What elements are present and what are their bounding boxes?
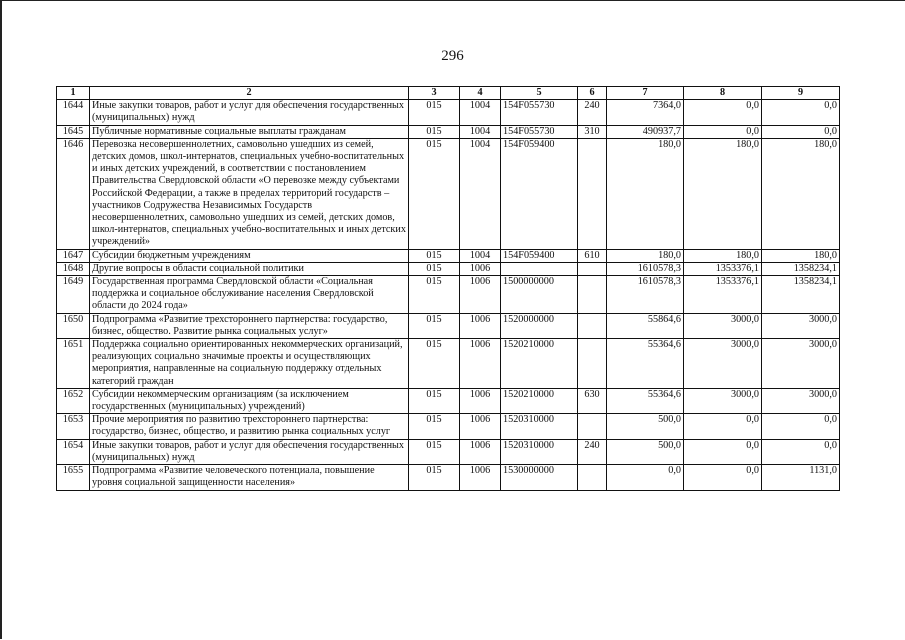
table-row — [57, 388, 840, 413]
expense-type-code: 610 — [578, 249, 607, 262]
ministry-code: 015 — [409, 388, 460, 413]
row-number: 1652 — [57, 388, 90, 413]
target-article-code: 154F055730 — [501, 100, 578, 125]
ministry-code: 015 — [409, 465, 460, 490]
amount-col8: 1353376,1 — [684, 276, 762, 314]
table-row — [57, 439, 840, 464]
amount-col7: 500,0 — [607, 439, 684, 464]
target-article-code: 154F055730 — [501, 125, 578, 138]
expense-type-code — [578, 262, 607, 275]
target-article-code: 1500000000 — [501, 276, 578, 314]
column-header: 6 — [578, 87, 607, 100]
section-code: 1006 — [460, 414, 501, 439]
amount-col9: 0,0 — [762, 100, 840, 125]
row-description: Подпрограмма «Развитие человеческого потенциала, повышение уровня социальной защищенности населения» — [90, 465, 409, 490]
expense-type-code: 240 — [578, 100, 607, 125]
budget-table — [56, 86, 840, 491]
amount-col7: 180,0 — [607, 138, 684, 249]
section-code: 1006 — [460, 313, 501, 338]
section-code: 1006 — [460, 439, 501, 464]
column-header: 2 — [90, 87, 409, 100]
amount-col9: 0,0 — [762, 414, 840, 439]
ministry-code: 015 — [409, 125, 460, 138]
expense-type-code — [578, 276, 607, 314]
expense-type-code: 310 — [578, 125, 607, 138]
section-code: 1004 — [460, 100, 501, 125]
column-header: 5 — [501, 87, 578, 100]
target-article-code: 154F059400 — [501, 249, 578, 262]
section-code: 1004 — [460, 249, 501, 262]
row-description: Иные закупки товаров, работ и услуг для обеспечения государственных (муниципальных) нужд — [90, 439, 409, 464]
row-number: 1655 — [57, 465, 90, 490]
amount-col7: 1610578,3 — [607, 262, 684, 275]
amount-col8: 3000,0 — [684, 313, 762, 338]
amount-col9: 0,0 — [762, 125, 840, 138]
table-row — [57, 125, 840, 138]
row-description: Государственная программа Свердловской области «Социальная поддержка и социальное обслуживание населения Свердловской области до 2024 года» — [90, 276, 409, 314]
row-number: 1646 — [57, 138, 90, 249]
column-header: 4 — [460, 87, 501, 100]
table-row — [57, 100, 840, 125]
target-article-code: 1530000000 — [501, 465, 578, 490]
section-code: 1006 — [460, 339, 501, 389]
row-number: 1650 — [57, 313, 90, 338]
amount-col9: 180,0 — [762, 249, 840, 262]
page-number: 296 — [441, 48, 464, 64]
row-description: Иные закупки товаров, работ и услуг для обеспечения государственных (муниципальных) нужд — [90, 100, 409, 125]
expense-type-code — [578, 313, 607, 338]
table-row — [57, 262, 840, 275]
ministry-code: 015 — [409, 249, 460, 262]
target-article-code: 1520000000 — [501, 313, 578, 338]
row-description: Другие вопросы в области социальной политики — [90, 262, 409, 275]
amount-col8: 3000,0 — [684, 339, 762, 389]
amount-col7: 1610578,3 — [607, 276, 684, 314]
expense-type-code — [578, 339, 607, 389]
target-article-code: 1520210000 — [501, 388, 578, 413]
table-row — [57, 276, 840, 314]
row-description: Поддержка социально ориентированных некоммерческих организаций, реализующих социально значимые проекты и осуществляющих мероприятия, направленные на социальную поддержку отдельных категорий граждан — [90, 339, 409, 389]
column-header: 7 — [607, 87, 684, 100]
amount-col7: 0,0 — [607, 465, 684, 490]
table-row — [57, 313, 840, 338]
amount-col9: 180,0 — [762, 138, 840, 249]
expense-type-code — [578, 138, 607, 249]
row-number: 1644 — [57, 100, 90, 125]
expense-type-code: 630 — [578, 388, 607, 413]
column-header: 9 — [762, 87, 840, 100]
ministry-code: 015 — [409, 138, 460, 249]
amount-col7: 7364,0 — [607, 100, 684, 125]
amount-col7: 490937,7 — [607, 125, 684, 138]
row-description: Субсидии бюджетным учреждениям — [90, 249, 409, 262]
section-code: 1006 — [460, 388, 501, 413]
table-row — [57, 138, 840, 249]
amount-col9: 1358234,1 — [762, 276, 840, 314]
section-code: 1006 — [460, 262, 501, 275]
amount-col7: 500,0 — [607, 414, 684, 439]
ministry-code: 015 — [409, 262, 460, 275]
row-number: 1648 — [57, 262, 90, 275]
amount-col8: 0,0 — [684, 465, 762, 490]
amount-col9: 0,0 — [762, 439, 840, 464]
amount-col9: 1131,0 — [762, 465, 840, 490]
amount-col8: 1353376,1 — [684, 262, 762, 275]
amount-col8: 180,0 — [684, 138, 762, 249]
row-number: 1645 — [57, 125, 90, 138]
amount-col7: 180,0 — [607, 249, 684, 262]
amount-col9: 3000,0 — [762, 388, 840, 413]
ministry-code: 015 — [409, 439, 460, 464]
table-row — [57, 465, 840, 490]
amount-col8: 0,0 — [684, 125, 762, 138]
section-code: 1006 — [460, 465, 501, 490]
amount-col8: 0,0 — [684, 439, 762, 464]
row-number: 1651 — [57, 339, 90, 389]
amount-col9: 1358234,1 — [762, 262, 840, 275]
row-number: 1649 — [57, 276, 90, 314]
expense-type-code — [578, 465, 607, 490]
row-number: 1653 — [57, 414, 90, 439]
target-article-code: 1520210000 — [501, 339, 578, 389]
header-row — [57, 87, 840, 100]
target-article-code: 1520310000 — [501, 414, 578, 439]
row-description: Публичные нормативные социальные выплаты гражданам — [90, 125, 409, 138]
row-description: Подпрограмма «Развитие трехстороннего партнерства: государство, бизнес, общество. Развитие рынка социальных услуг» — [90, 313, 409, 338]
table-row — [57, 249, 840, 262]
row-number: 1647 — [57, 249, 90, 262]
section-code: 1004 — [460, 138, 501, 249]
table-row — [57, 414, 840, 439]
expense-type-code — [578, 414, 607, 439]
ministry-code: 015 — [409, 313, 460, 338]
amount-col7: 55364,6 — [607, 339, 684, 389]
row-description: Прочие мероприятия по развитию трехстороннего партнерства: государство, бизнес, общество, и развитию рынка социальных услуг — [90, 414, 409, 439]
target-article-code: 154F059400 — [501, 138, 578, 249]
ministry-code: 015 — [409, 100, 460, 125]
amount-col8: 180,0 — [684, 249, 762, 262]
row-description: Перевозка несовершеннолетних, самовольно ушедших из семей, детских домов, школ-интернатов, специальных учебно-воспитательных и иных детских учреждений, в соответствии с постановлением Правительства Свердловской области «О перевозке между субъектами Российской Федерации, а также в пределах территорий государств – участников Содружества Независимых Государств несовершеннолетних, самовольно ушедших из семей, детских домов, школ-интернатов, специальных учебно-воспитательных и иных детских учреждений» — [90, 138, 409, 249]
amount-col8: 0,0 — [684, 414, 762, 439]
target-article-code: 1520310000 — [501, 439, 578, 464]
row-number: 1654 — [57, 439, 90, 464]
row-description: Субсидии некоммерческим организациям (за исключением государственных (муниципальных) учреждений) — [90, 388, 409, 413]
expense-type-code: 240 — [578, 439, 607, 464]
column-header: 1 — [57, 87, 90, 100]
amount-col8: 3000,0 — [684, 388, 762, 413]
amount-col7: 55864,6 — [607, 313, 684, 338]
amount-col7: 55364,6 — [607, 388, 684, 413]
amount-col9: 3000,0 — [762, 339, 840, 389]
amount-col8: 0,0 — [684, 100, 762, 125]
section-code: 1004 — [460, 125, 501, 138]
amount-col9: 3000,0 — [762, 313, 840, 338]
target-article-code — [501, 262, 578, 275]
column-header: 8 — [684, 87, 762, 100]
section-code: 1006 — [460, 276, 501, 314]
ministry-code: 015 — [409, 414, 460, 439]
table-row — [57, 339, 840, 389]
ministry-code: 015 — [409, 276, 460, 314]
column-header: 3 — [409, 87, 460, 100]
ministry-code: 015 — [409, 339, 460, 389]
